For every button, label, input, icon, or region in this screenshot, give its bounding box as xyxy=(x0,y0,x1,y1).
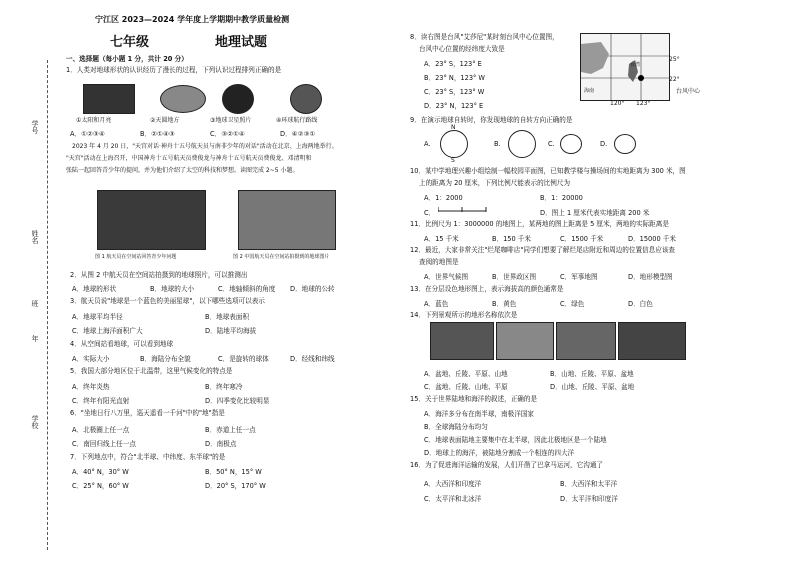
map-taiwan: 台湾 xyxy=(630,62,641,68)
map-legend-typhoon: 台风中心 xyxy=(676,88,701,95)
q1-option-c[interactable]: C．③②①④ xyxy=(210,130,245,138)
q14-landscape-3 xyxy=(556,322,616,360)
map-hainan: 海南 xyxy=(584,88,595,94)
q10-option-c[interactable]: C． xyxy=(424,209,436,217)
q4-option-d[interactable]: D．经线和纬线 xyxy=(290,355,335,363)
q9-globe-d xyxy=(614,134,636,154)
q7-option-c[interactable]: C．25° N，60° W xyxy=(72,482,129,490)
q6-option-a[interactable]: A．北极圈上任一点 xyxy=(72,426,130,434)
q9-option-c[interactable]: C. xyxy=(548,140,555,148)
q1-img-label-2: ②天圆地方 xyxy=(150,117,180,124)
q11-option-d[interactable]: D．15000 千米 xyxy=(628,235,676,243)
q14-landscape-4 xyxy=(618,322,686,360)
q16-option-c[interactable]: C．太平洋和北冰洋 xyxy=(424,495,482,503)
map-lat-22: 22° xyxy=(669,76,680,83)
q16-option-a[interactable]: A．大西洋和印度洋 xyxy=(424,480,482,488)
q12-option-c[interactable]: C．军事地图 xyxy=(560,273,598,281)
q2-text: 2．从图 2 中航天员在空间站拍摄到的地球照片，可以推测出 xyxy=(70,271,248,279)
q6-option-b[interactable]: B．赤道上任一点 xyxy=(205,426,256,434)
q1-image-1 xyxy=(83,84,135,114)
q10-option-b[interactable]: B．1：20000 xyxy=(540,194,583,202)
q14-option-b[interactable]: B．山地、丘陵、平原、盆地 xyxy=(550,370,634,378)
q1-text: 1．人类对地球形状的认识经历了漫长的过程，下列认识过程排列正确的是 xyxy=(66,66,282,74)
q2-option-a[interactable]: A．地球的形状 xyxy=(72,285,117,293)
q4-option-a[interactable]: A．实际大小 xyxy=(72,355,110,363)
school-label: 学校 xyxy=(31,415,39,429)
q9-option-b[interactable]: B. xyxy=(494,140,501,148)
q5-text: 5．我国大部分地区位于北温带，这里气候变化的特点是 xyxy=(70,367,233,375)
grade-label: 年 xyxy=(31,335,39,342)
figure-1-caption: 图 1 航天员在空间站回答青少年问题 xyxy=(95,254,177,260)
q16-option-b[interactable]: B．大西洋和太平洋 xyxy=(560,480,618,488)
q10-text-2: 上的距离为 20 厘米，下列比例尺能表示的比例尺为 xyxy=(419,179,571,187)
q15-text: 15．关于世界陆地和海洋的叙述，正确的是 xyxy=(410,395,538,403)
q13-option-b[interactable]: B．黄色 xyxy=(492,300,517,308)
q3-option-d[interactable]: D．陆地平均海拔 xyxy=(205,327,257,335)
name-label: 姓名 xyxy=(31,230,39,244)
q5-option-b[interactable]: B．终年寒冷 xyxy=(205,383,243,391)
q9-globe-a xyxy=(440,130,468,158)
q2-option-d[interactable]: D．地球的公转 xyxy=(290,285,335,293)
q2-option-b[interactable]: B．地球的大小 xyxy=(150,285,195,293)
map-lat-25: 25° xyxy=(669,56,680,63)
figure-2-earth-photo xyxy=(238,190,336,250)
q6-text: 6．"坐地日行八万里，巡天遥看一千河"中的"地"指是 xyxy=(70,409,225,417)
map-lon-123: 123° xyxy=(636,100,651,107)
q3-option-a[interactable]: A．地球平均半径 xyxy=(72,313,123,321)
q13-text: 13．在分层设色地形图上，表示海拔高的颜色通常是 xyxy=(410,285,564,293)
q7-option-d[interactable]: D．20° S，170° W xyxy=(205,482,266,490)
q11-option-c[interactable]: C．1500 千米 xyxy=(560,235,604,243)
q5-option-a[interactable]: A．终年炎热 xyxy=(72,383,110,391)
q13-option-c[interactable]: C．绿色 xyxy=(560,300,585,308)
q10-option-d[interactable]: D．图上 1 厘米代表实地距离 200 米 xyxy=(540,209,650,217)
q11-option-b[interactable]: B．150 千米 xyxy=(492,235,531,243)
q12-text-1: 12．最近，大家非常关注"烂尾咖啡店"同学们想要了解烂尾店附近和周边的位置信息应该查 xyxy=(410,246,676,254)
subject-title: 地理试题 xyxy=(215,35,268,50)
section-heading: 一、选择题（每小题 1 分，共计 20 分） xyxy=(66,55,188,63)
class-label: 班 xyxy=(31,300,39,307)
q1-option-b[interactable]: B．②①④③ xyxy=(140,130,175,138)
q8-text-1: 8．读右图是台风"艾莎尼"某时刻台风中心位置图， xyxy=(410,33,559,41)
figure-1-astronaut xyxy=(97,190,206,250)
q15-option-d[interactable]: D．地球上的海洋，被陆地分割成一个相连的四大洋 xyxy=(424,449,575,457)
seat-label: 学号 xyxy=(31,120,39,134)
q1-image-2 xyxy=(160,85,206,113)
q7-option-a[interactable]: A．40° N，30° W xyxy=(72,468,129,476)
q10-option-a[interactable]: A．1：2000 xyxy=(424,194,463,202)
q7-option-b[interactable]: B．50° N，15° W xyxy=(205,468,262,476)
q14-text: 14．下列景观所示的地形名称依次是 xyxy=(410,311,518,319)
passage-line-1: 2023 年 4 月 20 日，"天宫对话·神舟十五号航天员与南非少年的对话"活动在北京、上海两地举行。 xyxy=(72,143,338,150)
q3-text: 3．航天员说"地球是一个蓝色的美丽星球"，以下哪些选项可以表示 xyxy=(70,297,265,305)
q14-option-d[interactable]: D．山地、丘陵、平原、盆地 xyxy=(550,383,635,391)
exam-header: 宁江区 2023—2024 学年度上学期期中教学质量检测 xyxy=(95,15,290,24)
q9-option-a[interactable]: A. xyxy=(424,140,431,148)
q8-option-a[interactable]: A．23° S，123° E xyxy=(424,60,482,68)
q8-option-c[interactable]: C．23° S，123° W xyxy=(424,88,485,96)
q5-option-c[interactable]: C．终年有阳光直射 xyxy=(72,397,130,405)
q14-landscape-2 xyxy=(496,322,554,360)
q10-scale-bar xyxy=(438,206,488,214)
q9-text: 9．在演示地球自转时，你发现地球的自转方向正确的是 xyxy=(410,116,573,124)
q1-img-label-4: ④环球航行路线 xyxy=(276,117,318,124)
binding-line xyxy=(47,60,48,550)
q15-option-b[interactable]: B．全球海陆分布均匀 xyxy=(424,423,488,431)
q1-option-a[interactable]: A．①②③④ xyxy=(70,130,105,138)
q5-option-d[interactable]: D．四季变化比较明显 xyxy=(205,397,270,405)
q16-text: 16．为了促进海洋运输的发展，人们开凿了巴拿马运河，它沟通了 xyxy=(410,461,604,469)
q14-option-a[interactable]: A．盆地、丘陵、平原、山地 xyxy=(424,370,508,378)
figure-2-caption: 图 2 中国航天员在空间站拍摄到的地球图片 xyxy=(233,254,330,260)
q2-option-c[interactable]: C．地轴倾斜的角度 xyxy=(218,285,276,293)
q1-img-label-3: ③地球卫星照片 xyxy=(210,117,252,124)
q1-option-d[interactable]: D．④②③① xyxy=(280,130,316,138)
typhoon-map-graphic xyxy=(581,34,669,100)
q15-option-a[interactable]: A．海洋多分布在南半球，南极洋国家 xyxy=(424,410,535,418)
q1-img-label-1: ①太阳和月亮 xyxy=(76,117,112,124)
q14-landscape-1 xyxy=(430,322,494,360)
q9-option-d[interactable]: D. xyxy=(600,140,608,148)
q3-option-c[interactable]: C．地球上海洋面积广大 xyxy=(72,327,143,335)
q9-label-n: N xyxy=(451,124,456,131)
q13-option-d[interactable]: D．白色 xyxy=(628,300,653,308)
q12-option-a[interactable]: A．世界气候图 xyxy=(424,273,469,281)
q13-option-a[interactable]: A．蓝色 xyxy=(424,300,449,308)
q9-label-s: S xyxy=(451,157,455,164)
q12-text-2: 查阅的地图是 xyxy=(419,258,459,266)
q6-option-d[interactable]: D．南极点 xyxy=(205,440,237,448)
q4-text: 4．从空间站看地球，可以看到地球 xyxy=(70,340,174,348)
q8-text-2: 台风中心位置的经纬度大致是 xyxy=(419,45,505,53)
q7-text: 7．下列地点中，符合"北半球、中纬度、东半球"的是 xyxy=(70,453,226,461)
q8-option-d[interactable]: D．23° N，123° E xyxy=(424,102,484,110)
passage-line-2: "天宫"活动在上海召开，中国神舟十五号航天员费俊龙与神舟十五号航天员费俊龙、邓清明和 xyxy=(66,155,312,162)
q8-option-b[interactable]: B．23° N，123° W xyxy=(424,74,485,82)
q12-option-d[interactable]: D．地形模型图 xyxy=(628,273,673,281)
q16-option-d[interactable]: D．太平洋和印度洋 xyxy=(560,495,618,503)
q11-text: 11．比例尺为 1：3000000 的地图上，某两地的图上距离是 5 厘米，两地的实际距离是 xyxy=(410,220,669,228)
q4-option-c[interactable]: C．是旋转的球体 xyxy=(218,355,269,363)
q9-globe-b xyxy=(508,130,536,158)
passage-line-3: 张陆一起回答青少年的提问，并为他们介绍了太空的科技和梦想。读图完成 2~5 小题。 xyxy=(66,167,299,174)
q15-option-c[interactable]: C．地球表面陆地主要集中在北半球，因此北极地区是一个陆地 xyxy=(424,436,607,444)
q12-option-b[interactable]: B．世界政区图 xyxy=(492,273,537,281)
q4-option-b[interactable]: B．海陆分布全貌 xyxy=(140,355,191,363)
q14-option-c[interactable]: C．盆地、丘陵、山地、平原 xyxy=(424,383,508,391)
q10-text-1: 10．某中学地理兴趣小组绘制一幅校园平面图，已知教学楼与操场间的实地距离为 300 米，图 xyxy=(410,167,686,175)
q3-option-b[interactable]: B．地球表面积 xyxy=(205,313,250,321)
q6-option-c[interactable]: C．南回归线上任一点 xyxy=(72,440,136,448)
q9-globe-c xyxy=(560,134,582,154)
q1-image-3 xyxy=(222,84,254,114)
q1-image-4 xyxy=(290,84,322,114)
map-lon-120: 120° xyxy=(610,100,625,107)
grade-title: 七年级 xyxy=(110,35,150,50)
q11-option-a[interactable]: A．15 千米 xyxy=(424,235,459,243)
